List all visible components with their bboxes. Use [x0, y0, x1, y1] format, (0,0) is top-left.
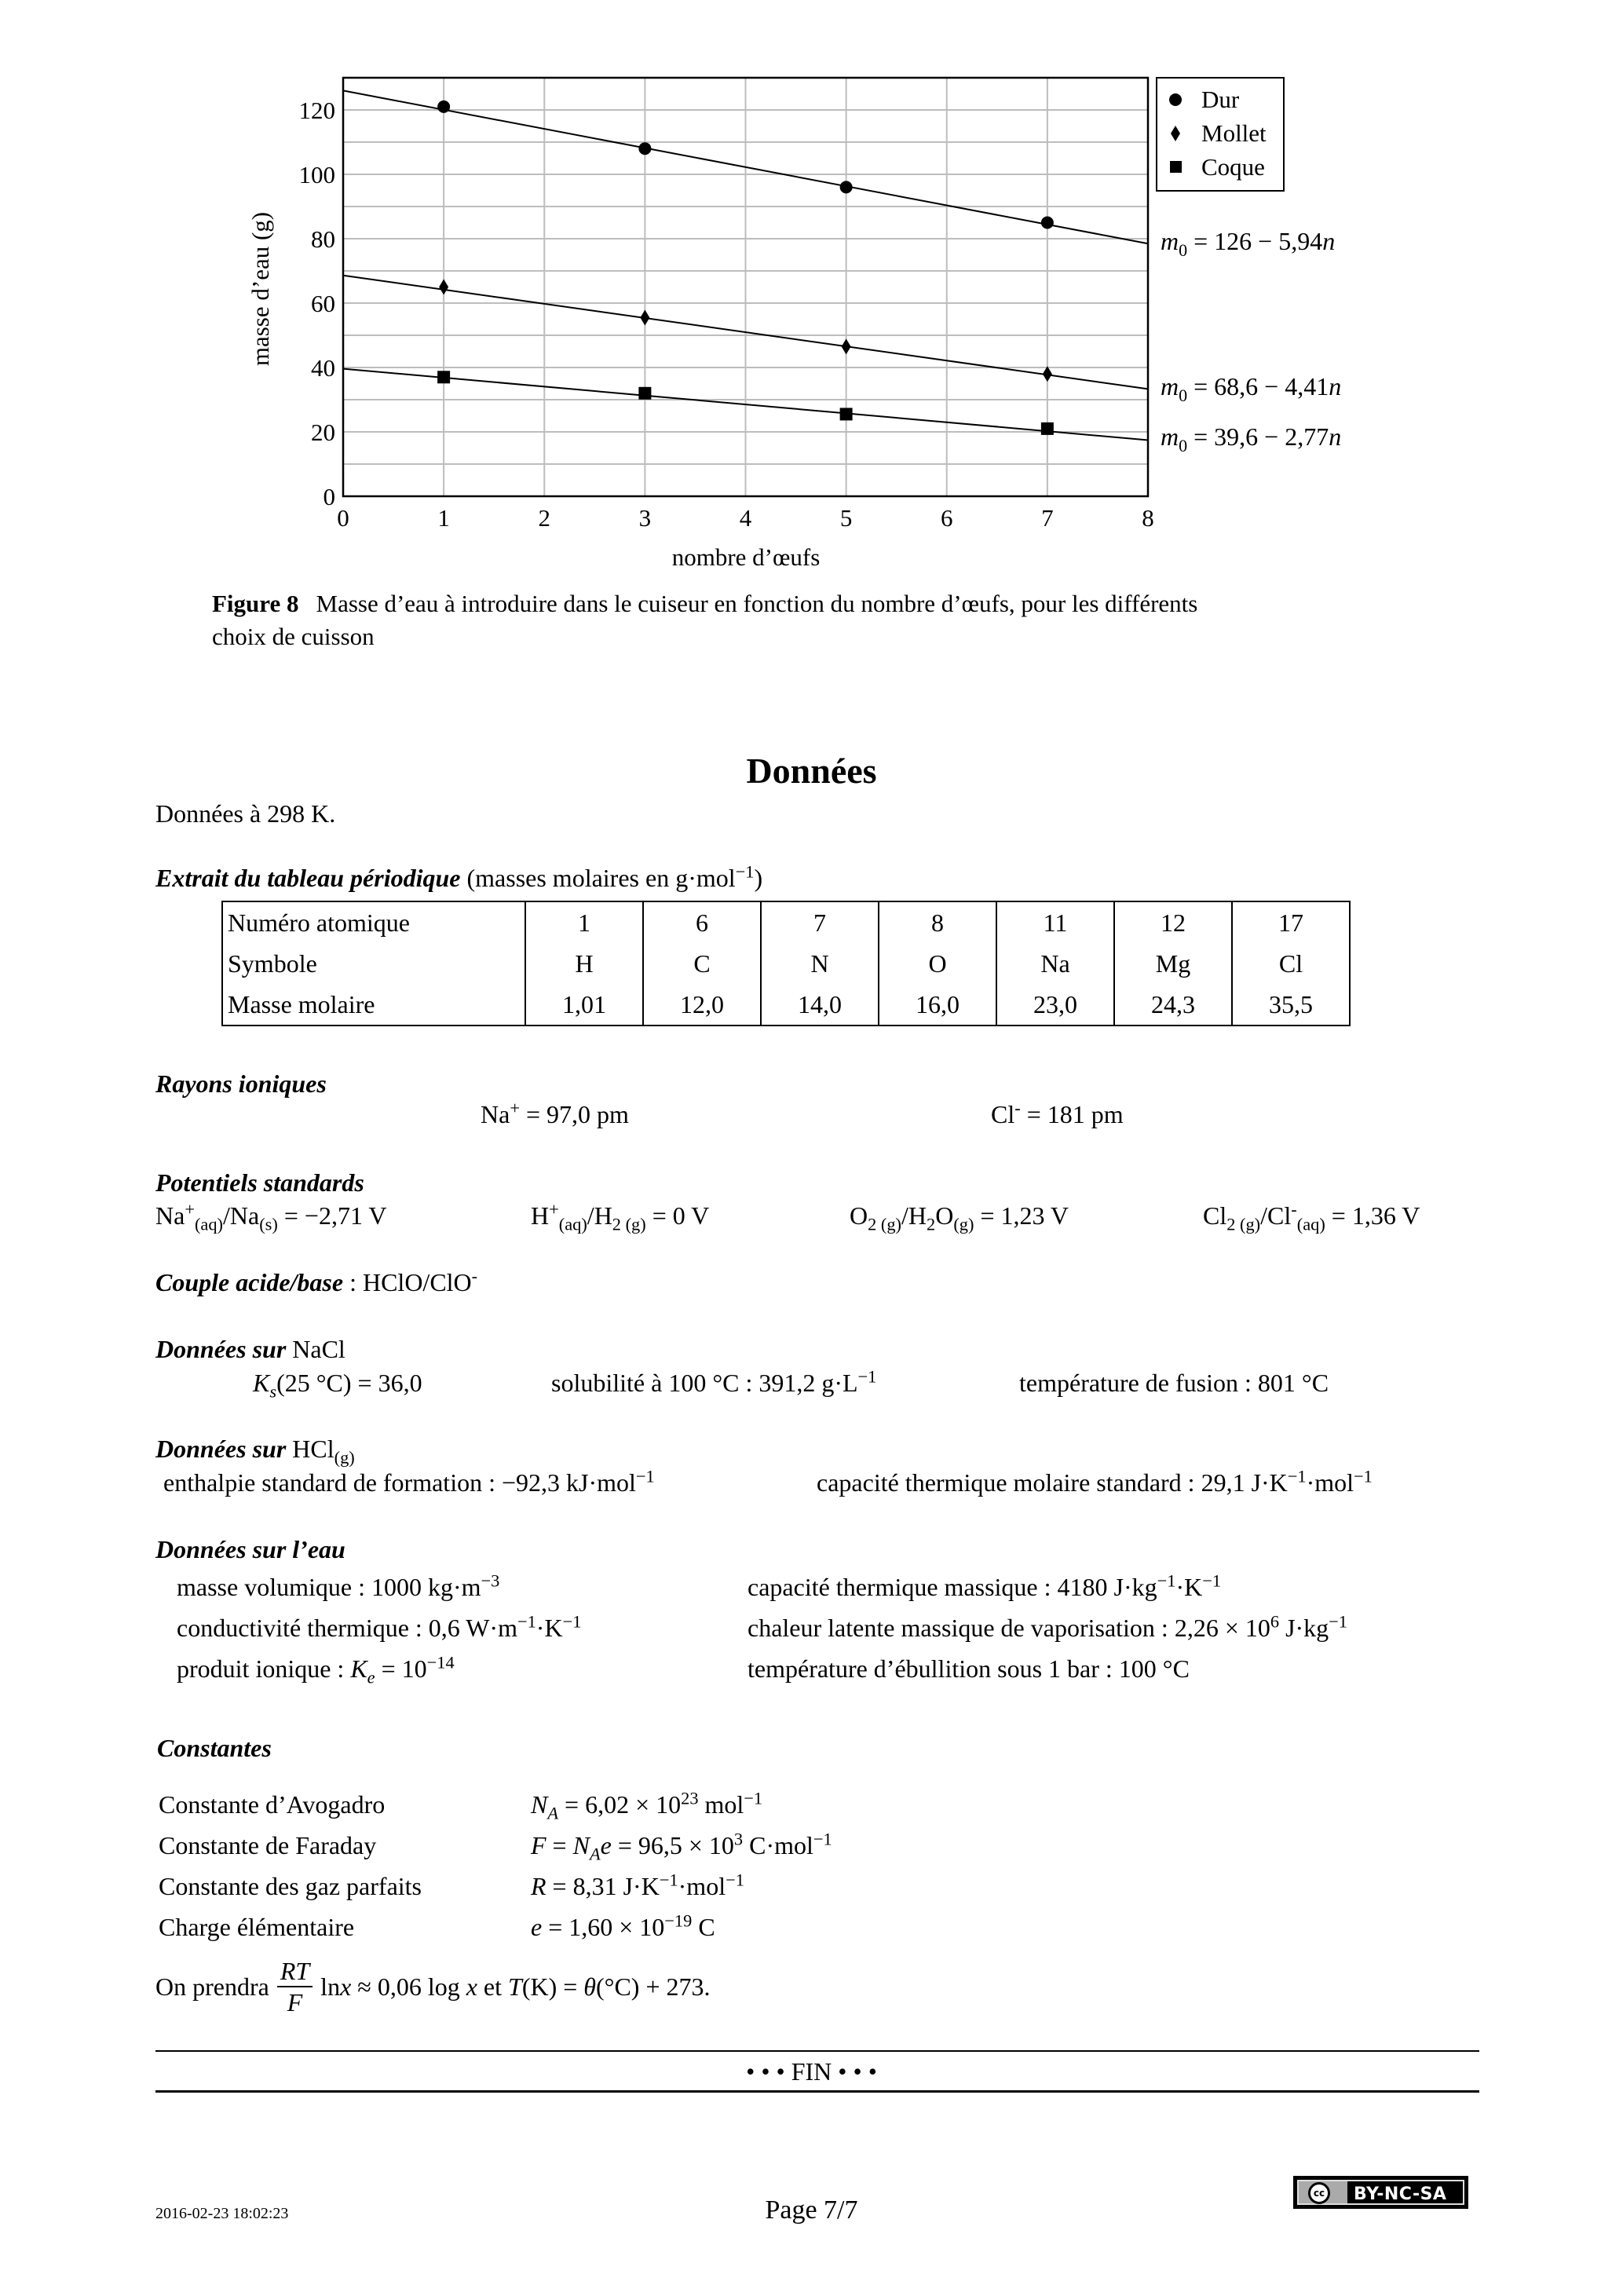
- hcl-capacite: capacité thermique molaire standard : 29,1 $J\cdot K^{-1}\cdot mol^{-1}$: [817, 1466, 1373, 1497]
- table-cell: N: [761, 943, 879, 984]
- table-cell: 16,0: [879, 984, 996, 1025]
- legend-circle-icon: [1169, 93, 1182, 106]
- table-cell: 11: [996, 902, 1114, 943]
- legend-label-mollet: Mollet: [1201, 119, 1267, 147]
- y-tick-labels: [299, 97, 336, 510]
- table-row: [223, 943, 1349, 984]
- nacl-heading: Données sur NaCl: [155, 1335, 345, 1363]
- x-tick-label: 1: [437, 504, 450, 532]
- square-marker-icon: [437, 371, 450, 383]
- eau-capacite: capacité thermique massique : 4180 $J\cdot kg^{-1}\cdot K^{-1}$: [748, 1570, 1222, 1601]
- table-cell: 1: [525, 902, 643, 943]
- x-tick-label: 2: [538, 504, 550, 532]
- table-cell: 8: [879, 902, 996, 943]
- fin-rule-bottom: [155, 2090, 1479, 2093]
- y-tick-label: 80: [311, 225, 335, 253]
- table-cell: 24,3: [1114, 984, 1232, 1025]
- y-tick-label: 120: [298, 97, 335, 124]
- x-tick-label: 7: [1041, 504, 1054, 532]
- page-number: Page 7/7: [765, 2195, 858, 2225]
- figure-8: [0, 0, 1623, 650]
- table-cell: 12,0: [643, 984, 761, 1025]
- caption-text: Masse d’eau à introduire dans le cuiseur en fonction du nombre d’œufs, pour les différents: [316, 590, 1198, 617]
- eau-heading: Données sur l’eau: [155, 1535, 345, 1563]
- constante-avogadro-label: Constante d’Avogadro: [159, 1790, 386, 1819]
- constante-faraday-label: Constante de Faraday: [159, 1831, 377, 1859]
- constantes-heading: Constantes: [157, 1734, 272, 1762]
- table-cell: 12: [1114, 902, 1232, 943]
- table-cell: Cl: [1232, 943, 1349, 984]
- hcl-heading: Données sur HCl$_{(g)}$: [155, 1435, 355, 1468]
- table-row: [223, 984, 1349, 1025]
- constante-avogadro-value: $N_A = 6,02 \times 10^{23}$ mol$^{-1}$: [531, 1788, 763, 1823]
- table-row: [223, 902, 1349, 943]
- hcl-enthalpie: enthalpie standard de formation : −92,3 kJ·mol$^{-1}$: [163, 1466, 655, 1497]
- fin-marker: • • • FIN • • •: [746, 2057, 877, 2086]
- table-cell: 1,01: [525, 984, 643, 1025]
- circle-marker-icon: [840, 181, 853, 193]
- table-cell: Na: [996, 943, 1114, 984]
- table-cell: 23,0: [996, 984, 1114, 1025]
- couple-line: Couple acide/base : HClO/ClO-: [155, 1266, 478, 1296]
- eau-masse-volumique: masse volumique : 1000 $kg\cdot m^{-3}$: [177, 1570, 500, 1601]
- circle-marker-icon: [638, 142, 651, 155]
- periodic-heading-note: (masses molaires en g·mol$^{-1}$): [466, 861, 763, 892]
- circle-marker-icon: [437, 101, 450, 113]
- legend: [1157, 78, 1284, 191]
- periodic-table: [221, 901, 1351, 1026]
- scatter-chart: [0, 0, 1623, 581]
- equation-dur: $m_0 = 126 - 5,94n$: [1161, 227, 1336, 260]
- row-label: Masse molaire: [228, 989, 375, 1018]
- periodic-heading: [155, 861, 763, 893]
- potentiel-h: $H^+_{(aq)}/H_{2 (g)} = 0$ V: [531, 1199, 710, 1234]
- table-cell: Mg: [1114, 943, 1232, 984]
- x-tick-label: 6: [941, 504, 953, 532]
- y-tick-label: 40: [311, 354, 335, 382]
- potentiel-o2: $O_{2 (g)}/H_2O_{(g)} = 1,23$ V: [850, 1201, 1069, 1234]
- license-text: BY-NC-SA: [1354, 2184, 1447, 2204]
- row-label: Symbole: [228, 949, 317, 978]
- table-cell: 35,5: [1232, 984, 1349, 1025]
- potentiel-cl2: $Cl_{2 (g)}/Cl^-_{(aq)} = 1,36$ V: [1203, 1199, 1420, 1234]
- legend-square-icon: [1170, 161, 1182, 173]
- constantes-note: On prendra RT F ln x ≈ 0,06 log x et T (K) = θ (°C) + 273.: [155, 1957, 711, 2016]
- legend-label-dur: Dur: [1201, 86, 1240, 113]
- eau-chaleur-latente: chaleur latente massique de vaporisation : $2,26 \times 10^6$ $J\cdot kg^{-1}$: [748, 1611, 1347, 1642]
- rayons-heading: Rayons ioniques: [155, 1069, 327, 1098]
- eau-conductivite: conductivité thermique : 0,6 $W\cdot m^{-1}\cdot K^{-1}$: [177, 1611, 582, 1642]
- constante-faraday-value: $F = N_Ae = 96,5 \times 10^3$ C·mol$^{-1}$: [531, 1829, 832, 1864]
- eau-produit-ionique: produit ionique : $K_e = 10^{-14}$: [177, 1652, 455, 1687]
- figure-label: Figure 8: [212, 590, 299, 617]
- x-tick-label: 8: [1142, 504, 1154, 532]
- diamond-marker-icon: [439, 280, 448, 295]
- constante-gaz-label: Constante des gaz parfaits: [159, 1872, 422, 1900]
- footer-timestamp: 2016-02-23 18:02:23: [155, 2205, 289, 2222]
- y-tick-label: 0: [323, 483, 335, 510]
- table-cell: 6: [643, 902, 761, 943]
- table-cell: 14,0: [761, 984, 879, 1025]
- row-label: Numéro atomique: [228, 908, 410, 937]
- x-tick-label: 4: [739, 504, 752, 532]
- chart-grid: [343, 78, 1148, 496]
- x-tick-labels: [337, 504, 1154, 532]
- diamond-marker-icon: [640, 309, 649, 325]
- legend-label-coque: Coque: [1201, 153, 1265, 181]
- table-cell: O: [879, 943, 996, 984]
- license-badge: [1293, 2176, 1468, 2209]
- rayon-cl: Cl- = 181 pm: [991, 1098, 1124, 1128]
- rayon-na: Na+ = 97,0 pm: [481, 1098, 629, 1128]
- periodic-heading-label: Extrait du tableau périodique: [155, 864, 461, 892]
- fin-rule-top: [155, 2050, 1479, 2052]
- equation-mollet: $m_0 = 68,6 - 4,41n$: [1161, 372, 1342, 405]
- potentiel-na: $Na^+_{(aq)}/Na_{(s)} = -2,71$ V: [155, 1199, 387, 1234]
- intro-text: Données à 298 K.: [155, 799, 336, 828]
- circle-marker-icon: [1041, 217, 1054, 229]
- eau-ebullition: température d’ébullition sous 1 bar : 100 °C: [748, 1654, 1190, 1683]
- table-cell: 7: [761, 902, 879, 943]
- diamond-marker-icon: [842, 338, 851, 354]
- nacl-ks: $K_s(25$ °C) = 36,0: [253, 1369, 422, 1402]
- figure-caption: [212, 587, 1468, 653]
- caption-text-line2: choix de cuisson: [212, 623, 375, 650]
- y-tick-label: 60: [311, 290, 335, 317]
- y-tick-label: 100: [298, 161, 335, 188]
- potentiels-heading: Potentiels standards: [155, 1168, 364, 1197]
- equation-coque: $m_0 = 39,6 - 2,77n$: [1161, 422, 1342, 455]
- square-marker-icon: [1041, 422, 1054, 435]
- x-tick-label: 5: [839, 504, 853, 532]
- diamond-marker-icon: [1043, 366, 1052, 382]
- square-marker-icon: [840, 408, 853, 420]
- nacl-solubilite: solubilité à 100 °C : 391,2 $g\cdot L^{-1}$: [551, 1366, 877, 1397]
- constante-charge-label: Charge élémentaire: [159, 1913, 355, 1941]
- constante-charge-value: $e = 1,60 \times 10^{-19}$ C: [531, 1910, 715, 1941]
- x-tick-label: 3: [638, 504, 652, 532]
- table-cell: C: [643, 943, 761, 984]
- x-tick-label: 0: [337, 504, 349, 532]
- square-marker-icon: [638, 387, 651, 400]
- cc-icon: cc: [1308, 2182, 1330, 2204]
- constante-gaz-value: R = 8,31 $J\cdot K^{-1}\cdot mol^{-1}$: [531, 1870, 744, 1900]
- fraction-rt-f: RT F: [277, 1956, 313, 2017]
- y-tick-label: 20: [311, 419, 335, 446]
- table-cell: 17: [1232, 902, 1349, 943]
- section-title: Données: [746, 751, 877, 791]
- x-axis-label: nombre d’œufs: [671, 543, 821, 571]
- y-axis-label: masse d’eau (g): [247, 211, 274, 367]
- table-cell: H: [525, 943, 643, 984]
- nacl-fusion: température de fusion : 801 °C: [1019, 1369, 1329, 1397]
